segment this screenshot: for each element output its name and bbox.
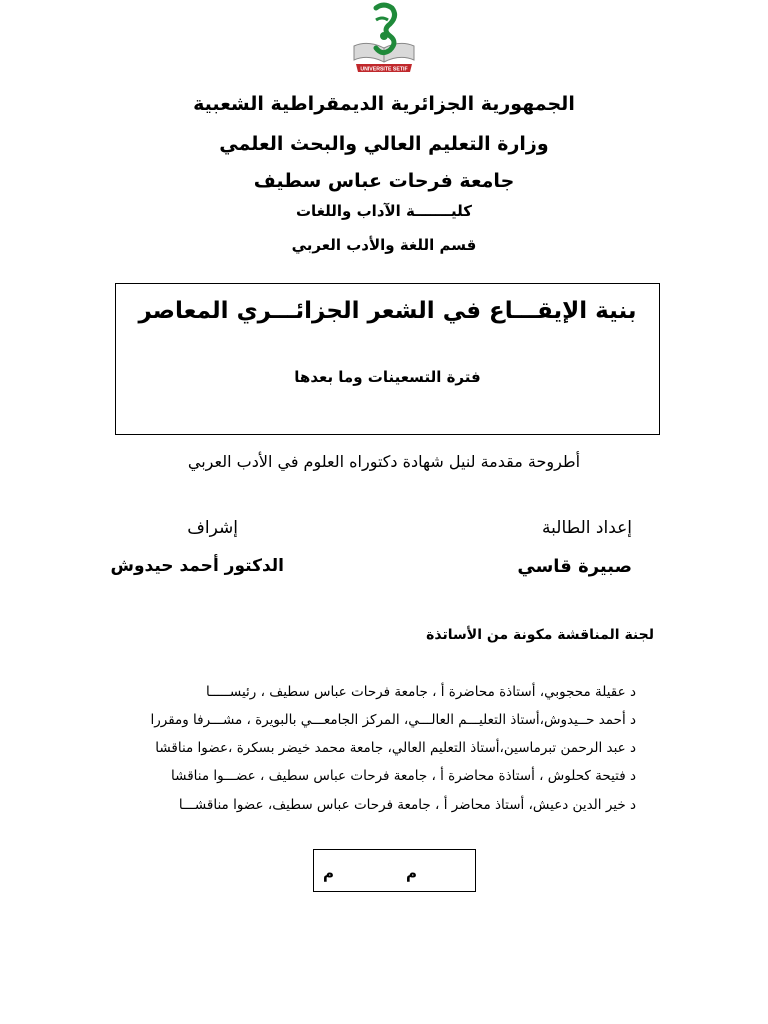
department-heading: قسم اللغة والأدب العربي [291,236,477,254]
student-name: صبيرة قاسي [517,556,632,577]
thesis-title: بنية الإيقـــاع في الشعر الجزائـــري المعاصر [138,298,637,324]
committee-member [100,740,648,756]
committee-member [100,797,648,813]
member-text: فتيحة كحلوش ، أستاذة محاضرة أ ، جامعة فرحات عباس سطيف ، عضـــوا مناقشا [171,768,626,784]
thesis-note: أطروحة مقدمة لنيل شهادة دكتوراه العلوم في الأدب العربي [187,452,581,471]
faculty-heading: كليـــــــة الآداب واللغات [295,202,472,220]
member-prefix: د [630,797,637,813]
date-gregorian-mark: م [323,864,334,882]
member-prefix: د [630,740,637,756]
logo-caption: UNIVERSITE SETIF [360,66,408,73]
member-text: عبد الرحمن تبرماسين،أستاذ التعليم العالي، جامعة محمد خيضر بسكرة ،عضوا مناقشا [155,740,626,756]
thesis-subtitle: فترة التسعينات وما بعدها [294,368,481,386]
date-gregorian-mark: م [406,864,417,882]
member-prefix: د [630,768,637,784]
committee-member [100,768,648,784]
member-prefix: د [630,684,637,700]
member-text: أحمد حــيدوش،أستاذ التعليـــم العالـــي، المركز الجامعـــي بالبويرة ، مشـــرفا ومقررا [150,712,626,728]
committee-member [100,712,648,728]
university-heading: جامعة فرحات عباس سطيف [253,170,515,192]
supervisor-name: الدكتور أحمد حيدوش [110,556,284,576]
ministry-heading: وزارة التعليم العالي والبحث العلمي [219,133,549,155]
member-prefix: د [630,712,637,728]
supervision-label: إشراف [187,518,238,538]
member-text: خير الدين دعيش، أستاذ محاضر أ ، جامعة فرحات عباس سطيف، عضوا مناقشـــا [178,797,626,813]
academic-year-box [313,849,476,892]
republic-heading: الجمهورية الجزائرية الديمقراطية الشعبية [193,93,575,115]
prepared-by-label: إعداد الطالبة [542,518,632,538]
member-text: عقيلة محجوبي، أستاذة محاضرة أ ، جامعة فرحات عباس سطيف ، رئيســـــا [206,684,626,700]
university-logo-icon [346,0,422,76]
committee-title: لجنة المناقشة مكونة من الأساتذة [426,627,654,643]
committee-member [100,684,648,700]
